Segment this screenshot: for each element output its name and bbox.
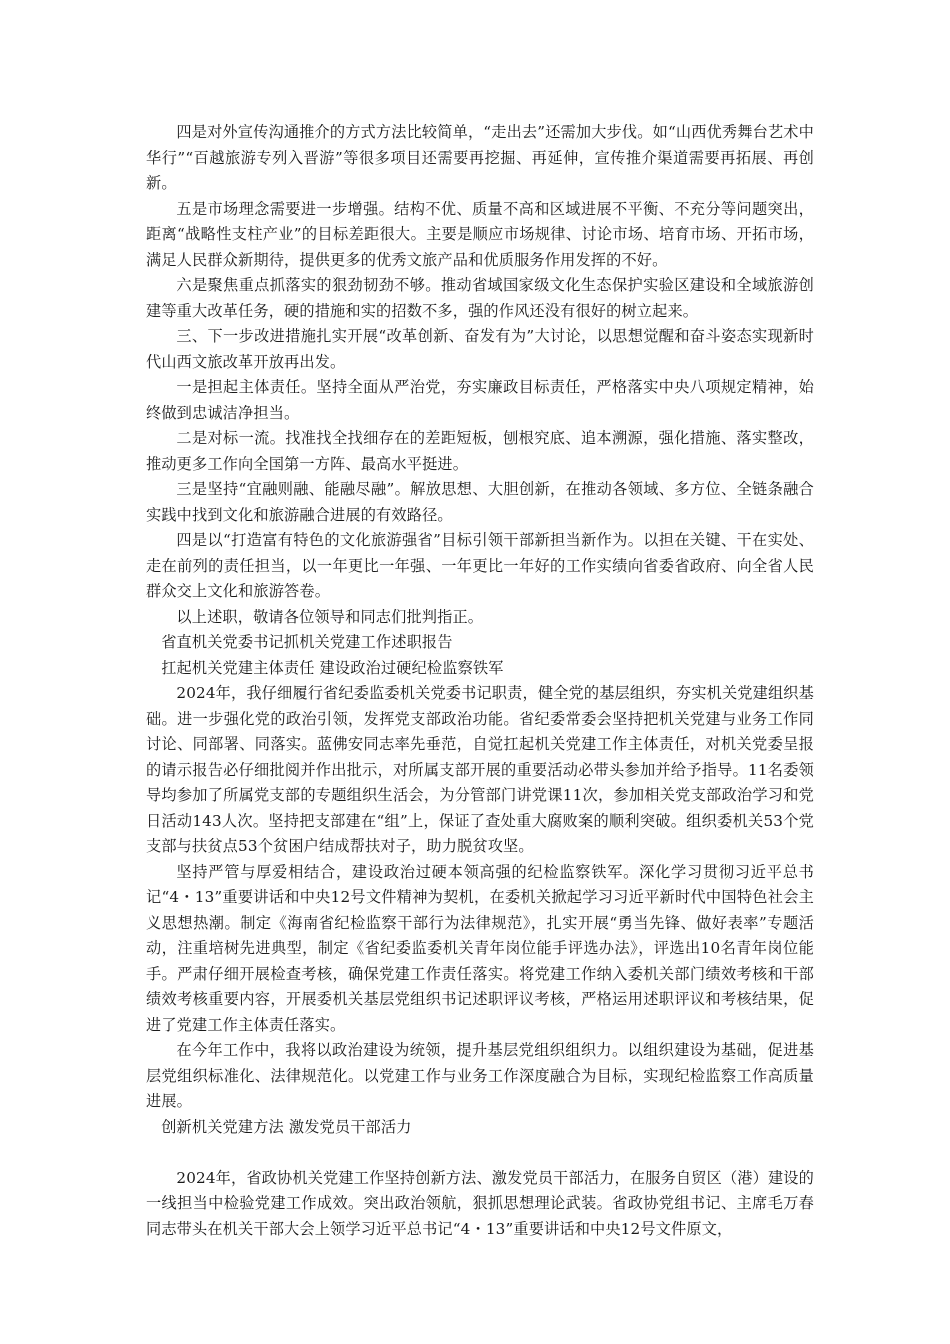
report-title: 省直机关党委书记抓机关党建工作述职报告 <box>161 633 453 651</box>
paragraph-tourism-goal: 四是以“打造富有特色的文化旅游强省”目标引领干部新担当新作为。以担在关键、干在实处、走在前列的责任担当，以一年更比一年强、一年更比一年好的工作实绩向省委省政府、向全省人民群众交上文化和旅游答卷。 <box>146 531 814 600</box>
paragraph-party-building-2024: 2024年，我仔细履行省纪委监委机关党委书记职责，健全党的基层组织，夯实机关党建组织基础。进一步强化党的政治引领，发挥党支部政治功能。省纪委常委会坚持把机关党建与业务工作同讨论、同部署、同落实。蓝佛安同志率先垂范，自觉扛起机关党建工作主体责任，对机关党委呈报的请示报告必仔细批阅并作出批示，对所属支部开展的重要活动必带头参加并给予指导。11名委领导均参加了所属党支部的专题组织生活会，为分管部门讲党课11次，参加相关党支部政治学习和党日活动143人次。坚持把支部建在“组”上，保证了查处重大腐败案的顺利突破。组织委机关53个党支部与扶贫点53个贫困户结成帮扶对子，助力脱贫攻坚。 <box>146 684 814 855</box>
paragraph-integration: 三是坚持“宜融则融、能融尽融”。解放思想、大胆创新，在推动各领域、多方位、全链条融合实践中找到文化和旅游融合进展的有效路径。 <box>146 480 814 524</box>
document-body <box>146 120 814 1242</box>
paragraph-benchmark: 二是对标一流。找准找全找细存在的差距短板，刨根究底、追本溯源，强化措施、落实整改，推动更多工作向全国第一方阵、最高水平挺进。 <box>146 429 814 473</box>
paragraph-market-concept: 五是市场理念需要进一步增强。结构不优、质量不高和区域进展不平衡、不充分等问题突出，距离“战略性支柱产业”的目标差距很大。主要是顺应市场规律、讨论市场、培育市场、开拓市场，满足人民群众新期待，提供更多的优秀文旅产品和优质服务作用发挥的不好。 <box>146 199 814 269</box>
paragraph-main-responsibility: 一是担起主体责任。坚持全面从严治党，夯实廉政目标责任，严格落实中央八项规定精神，始终做到忠诚洁净担当。 <box>146 378 814 422</box>
paragraph-closing: 以上述职，敬请各位领导和同志们批判指正。 <box>176 607 484 626</box>
paragraph-future-work: 在今年工作中，我将以政治建设为统领，提升基层党组织组织力。以组织建设为基础，促进基层党组织标准化、法律规范化。以党建工作与业务工作深度融合为目标，实现纪检监察工作高质量进展。 <box>146 1041 814 1110</box>
paragraph-strict-management: 坚持严管与厚爱相结合，建设政治过硬本领高强的纪检监察铁军。深化学习贯彻习近平总书记“4・13”重要讲话和中央12号文件精神为契机，在委机关掀起学习习近平新时代中国特色社会主义思想热潮。制定《海南省纪检监察干部行为法律规范》，扎实开展“勇当先锋、做好表率”专题活动，注重培树先进典型，制定《省纪委监委机关青年岗位能手评选办法》，评选出10名青年岗位能手。严肃仔细开展检查考核，确保党建工作责任落实。将党建工作纳入委机关部门绩效考核和干部绩效考核重要内容，开展委机关基层党组织书记述职评议考核，严格运用述职评议和考核结果，促进了党建工作主体责任落实。 <box>146 862 814 1034</box>
paragraph-cppcc-2024: 2024年，省政协机关党建工作坚持创新方法、激发党员干部活力，在服务自贸区（港）建设的一线担当中检验党建工作成效。突出政治领航，狠抓思想理论武装。省政协党组书记、主席毛万春同志带头在机关干部大会上领学习近平总书记“4・13”重要讲话和中央12号文件原文， <box>146 1168 814 1238</box>
section-heading-innovation: 创新机关党建方法 激发党员干部活力 <box>161 1117 412 1136</box>
report-subtitle: 扛起机关党建主体责任 建设政治过硬纪检监察铁军 <box>161 658 504 677</box>
blank-line <box>146 1140 814 1166</box>
paragraph-outreach-weakness: 四是对外宣传沟通推介的方式方法比较简单，“走出去”还需加大步伐。如“山西优秀舞台艺术中华行”“百越旅游专列入晋游”等很多项目还需要再挖掘、再延伸，宣传推介渠道需要再拓展、再创新。 <box>146 123 814 192</box>
paragraph-implementation-drive: 六是聚焦重点抓落实的狠劲韧劲不够。推动省域国家级文化生态保护实验区建设和全域旅游创建等重大改革任务，硬的措施和实的招数不多，强的作风还没有很好的树立起来。 <box>146 276 814 320</box>
paragraph-next-steps: 三、下一步改进措施扎实开展“改革创新、奋发有为”大讨论，以思想觉醒和奋斗姿态实现新时代山西文旅改革开放再出发。 <box>146 327 814 371</box>
